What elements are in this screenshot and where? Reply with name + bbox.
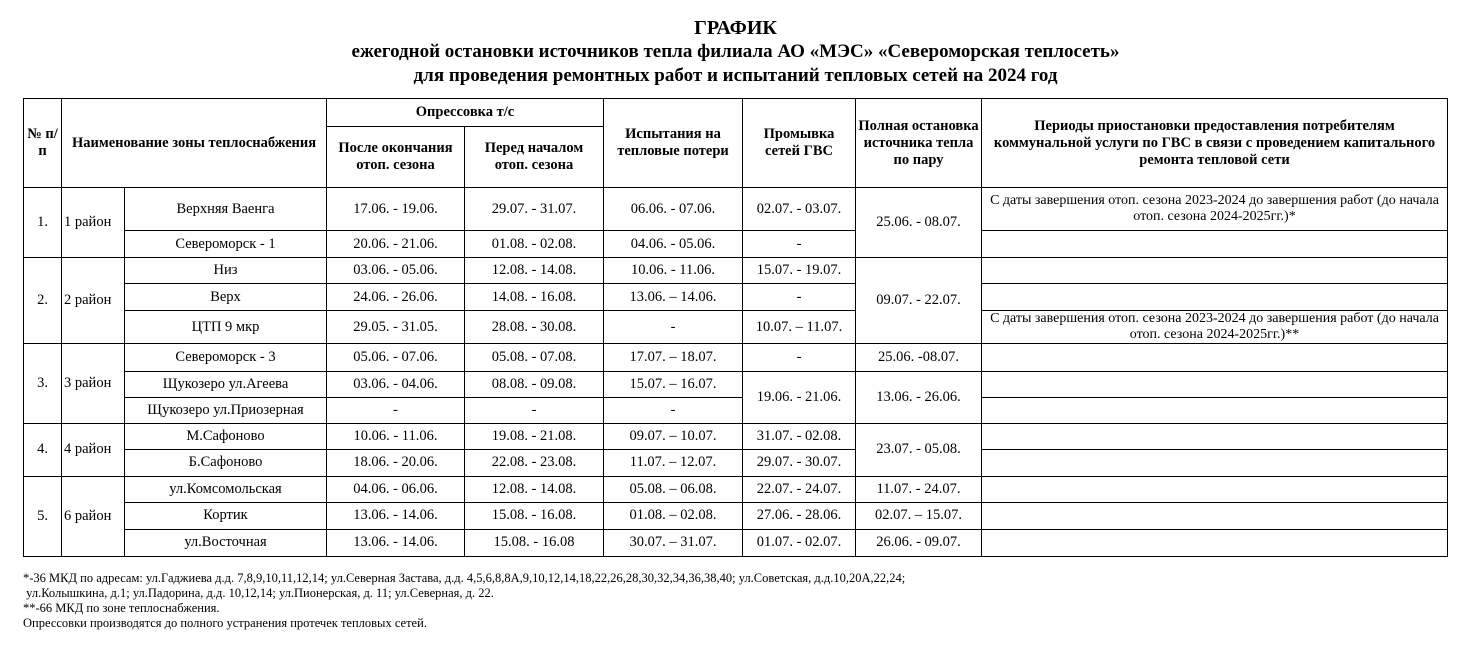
table-row xyxy=(24,258,1448,284)
table-row xyxy=(24,371,1448,397)
zone-name: Щукозеро ул.Агеева xyxy=(125,371,327,397)
header-heat-loss-tests: Испытания на тепловые потери xyxy=(604,99,743,188)
heat-loss-test-value: 09.07. – 10.07. xyxy=(604,423,743,449)
pressure-before-value: 08.08. - 09.08. xyxy=(465,371,604,397)
pressure-after-value: 03.06. - 04.06. xyxy=(327,371,465,397)
pressure-before-value: 12.08. - 14.08. xyxy=(465,258,604,284)
pressure-before-value: 22.08. - 23.08. xyxy=(465,449,604,476)
period-value xyxy=(982,258,1448,284)
pressure-before-value: 12.08. - 14.08. xyxy=(465,476,604,502)
dhw-flush-value: 10.07. – 11.07. xyxy=(743,311,856,344)
full-stop-value: 23.07. - 05.08. xyxy=(856,423,982,476)
dhw-flush-value: 27.06. - 28.06. xyxy=(743,502,856,529)
table-row xyxy=(24,311,1448,344)
zone-name: Верхняя Ваенга xyxy=(125,188,327,231)
pressure-after-value: - xyxy=(327,397,465,423)
table-row xyxy=(24,231,1448,258)
dhw-flush-value: - xyxy=(743,284,856,311)
table-row xyxy=(24,284,1448,311)
zone-name: ул.Комсомольская xyxy=(125,476,327,502)
pressure-before-value: 28.08. - 30.08. xyxy=(465,311,604,344)
pressure-before-value: 19.08. - 21.08. xyxy=(465,423,604,449)
row-num: 4. xyxy=(24,423,62,476)
heat-loss-test-value: 30.07. – 31.07. xyxy=(604,529,743,556)
heat-loss-test-value: - xyxy=(604,311,743,344)
header-periods: Периоды приостановки предоставления потребителям коммунальной услуги по ГВС в связи с проведением капитального ремонта тепловой сети xyxy=(982,99,1448,188)
footnote-remark: Опрессовки производятся до полного устранения протечек тепловых сетей. xyxy=(23,616,427,630)
table-row xyxy=(24,397,1448,423)
pressure-before-value: 01.08. - 02.08. xyxy=(465,231,604,258)
table-row xyxy=(24,502,1448,529)
pressure-before-value: 15.08. - 16.08. xyxy=(465,502,604,529)
period-value xyxy=(982,397,1448,423)
footnotes xyxy=(23,571,905,631)
heat-loss-test-value: 17.07. – 18.07. xyxy=(604,344,743,371)
doc-subtitle-1: ежегодной остановки источников тепла филиала АО «МЭС» «Североморская теплосеть» xyxy=(351,41,1120,62)
dhw-flush-value: 29.07. - 30.07. xyxy=(743,449,856,476)
period-value: С даты завершения отоп. сезона 2023-2024 до завершения работ (до начала отоп. сезона 2024-2025гг.)** xyxy=(982,311,1448,344)
dhw-flush-value: 02.07. - 03.07. xyxy=(743,188,856,231)
row-num: 2. xyxy=(24,258,62,344)
header-dhw-flush: Промывка сетей ГВС xyxy=(743,99,856,188)
zone-name: Низ xyxy=(125,258,327,284)
row-num: 1. xyxy=(24,188,62,258)
pressure-after-value: 17.06. - 19.06. xyxy=(327,188,465,231)
header-num: № п/п xyxy=(24,99,62,188)
pressure-before-value: 29.07. - 31.07. xyxy=(465,188,604,231)
full-stop-value: 25.06. - 08.07. xyxy=(856,188,982,258)
row-num: 5. xyxy=(24,476,62,556)
period-value xyxy=(982,371,1448,397)
header-pressure-test: Опрессовка т/с xyxy=(327,99,604,127)
period-value xyxy=(982,502,1448,529)
period-value xyxy=(982,423,1448,449)
schedule-table xyxy=(23,98,1448,557)
dhw-flush-value: - xyxy=(743,344,856,371)
pressure-before-value: - xyxy=(465,397,604,423)
dhw-flush-value: 19.06. - 21.06. xyxy=(743,371,856,423)
heat-loss-test-value: 05.08. – 06.08. xyxy=(604,476,743,502)
header-zone: Наименование зоны теплоснабжения xyxy=(62,99,327,188)
pressure-before-value: 14.08. - 16.08. xyxy=(465,284,604,311)
heat-loss-test-value: 15.07. – 16.07. xyxy=(604,371,743,397)
full-stop-value: 11.07. - 24.07. xyxy=(856,476,982,502)
period-value xyxy=(982,476,1448,502)
heat-loss-test-value: 10.06. - 11.06. xyxy=(604,258,743,284)
heat-loss-test-value: 04.06. - 05.06. xyxy=(604,231,743,258)
period-value xyxy=(982,284,1448,311)
table-row xyxy=(24,188,1448,231)
pressure-before-value: 15.08. - 16.08 xyxy=(465,529,604,556)
zone-name: Верх xyxy=(125,284,327,311)
pressure-after-value: 20.06. - 21.06. xyxy=(327,231,465,258)
full-stop-value: 26.06. - 09.07. xyxy=(856,529,982,556)
pressure-after-value: 13.06. - 14.06. xyxy=(327,502,465,529)
footnote-2: **-66 МКД по зоне теплоснабжения. xyxy=(23,601,220,615)
pressure-after-value: 29.05. - 31.05. xyxy=(327,311,465,344)
zone-name: ЦТП 9 мкр xyxy=(125,311,327,344)
period-value: С даты завершения отоп. сезона 2023-2024 до завершения работ (до начала отоп. сезона 2024-2025гг.)* xyxy=(982,188,1448,231)
period-value xyxy=(982,529,1448,556)
dhw-flush-value: 15.07. - 19.07. xyxy=(743,258,856,284)
full-stop-value: 09.07. - 22.07. xyxy=(856,258,982,344)
pressure-after-value: 04.06. - 06.06. xyxy=(327,476,465,502)
pressure-after-value: 13.06. - 14.06. xyxy=(327,529,465,556)
period-value xyxy=(982,344,1448,371)
dhw-flush-value: 31.07. - 02.08. xyxy=(743,423,856,449)
dhw-flush-value: - xyxy=(743,231,856,258)
zone-name: ул.Восточная xyxy=(125,529,327,556)
heat-loss-test-value: 11.07. – 12.07. xyxy=(604,449,743,476)
footnote-1-cont: ул.Колышкина, д.1; ул.Падорина, д.д. 10,12,14; ул.Пионерская, д. 11; ул.Северная, д. 22. xyxy=(23,586,494,600)
table-row xyxy=(24,423,1448,449)
pressure-after-value: 18.06. - 20.06. xyxy=(327,449,465,476)
district-name: 1 район xyxy=(62,188,125,258)
header-pressure-before: Перед началом отоп. сезона xyxy=(465,127,604,188)
full-stop-value: 25.06. -08.07. xyxy=(856,344,982,371)
zone-name: Б.Сафоново xyxy=(125,449,327,476)
table-row xyxy=(24,529,1448,556)
heat-loss-test-value: 13.06. – 14.06. xyxy=(604,284,743,311)
doc-title: ГРАФИК xyxy=(694,17,777,39)
table-row xyxy=(24,476,1448,502)
heat-loss-test-value: - xyxy=(604,397,743,423)
period-value xyxy=(982,449,1448,476)
zone-name: М.Сафоново xyxy=(125,423,327,449)
pressure-after-value: 05.06. - 07.06. xyxy=(327,344,465,371)
doc-subtitle-2: для проведения ремонтных работ и испытаний тепловых сетей на 2024 год xyxy=(413,65,1058,86)
pressure-after-value: 03.06. - 05.06. xyxy=(327,258,465,284)
district-name: 2 район xyxy=(62,258,125,344)
zone-name: Североморск - 3 xyxy=(125,344,327,371)
district-name: 4 район xyxy=(62,423,125,476)
pressure-after-value: 10.06. - 11.06. xyxy=(327,423,465,449)
table-row xyxy=(24,449,1448,476)
district-name: 6 район xyxy=(62,476,125,556)
dhw-flush-value: 01.07. - 02.07. xyxy=(743,529,856,556)
pressure-before-value: 05.08. - 07.08. xyxy=(465,344,604,371)
header-full-stop: Полная остановка источника тепла по пару xyxy=(856,99,982,188)
footnote-1: *-36 МКД по адресам: ул.Гаджиева д.д. 7,8,9,10,11,12,14; ул.Северная Застава, д.д. 4,5,6,8,8А,9,10,12,14,18,22,26,28,30,32,34,36,38,40; ул.Советская, д.д.10,20А,22,24; xyxy=(23,571,906,585)
pressure-after-value: 24.06. - 26.06. xyxy=(327,284,465,311)
table-row xyxy=(24,344,1448,371)
full-stop-value: 13.06. - 26.06. xyxy=(856,371,982,423)
heat-loss-test-value: 06.06. - 07.06. xyxy=(604,188,743,231)
dhw-flush-value: 22.07. - 24.07. xyxy=(743,476,856,502)
zone-name: Кортик xyxy=(125,502,327,529)
period-value xyxy=(982,231,1448,258)
heat-loss-test-value: 01.08. – 02.08. xyxy=(604,502,743,529)
full-stop-value: 02.07. – 15.07. xyxy=(856,502,982,529)
row-num: 3. xyxy=(24,344,62,423)
zone-name: Щукозеро ул.Приозерная xyxy=(125,397,327,423)
header-pressure-after: После окончания отоп. сезона xyxy=(327,127,465,188)
zone-name: Североморск - 1 xyxy=(125,231,327,258)
district-name: 3 район xyxy=(62,344,125,423)
